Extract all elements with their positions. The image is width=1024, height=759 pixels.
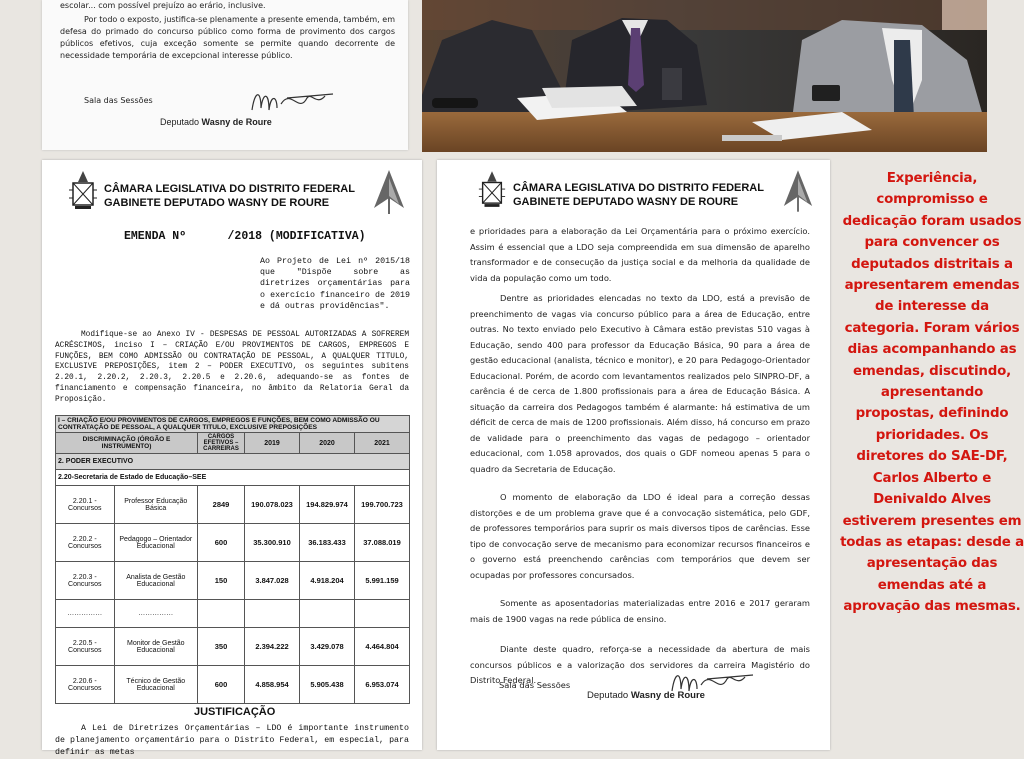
letterhead-subtitle: GABINETE DEPUTADO WASNY DE ROURE bbox=[513, 196, 739, 208]
row-category: Monitor de Gestão Educacional bbox=[114, 628, 197, 666]
document-fragment-top bbox=[42, 0, 408, 150]
table-row bbox=[56, 600, 410, 628]
row-value-2020: 36.183.433 bbox=[300, 524, 355, 562]
table-row bbox=[56, 486, 410, 524]
letterhead-subtitle: GABINETE DEPUTADO WASNY DE ROURE bbox=[104, 197, 330, 209]
row-value-2020: 3.429.078 bbox=[300, 628, 355, 666]
row-cargos bbox=[198, 600, 245, 628]
deputado-name: Wasny de Roure bbox=[201, 117, 272, 127]
table-body bbox=[56, 486, 410, 704]
letterhead-title: CÂMARA LEGISLATIVA DO DISTRITO FEDERAL bbox=[513, 182, 764, 194]
signature-icon bbox=[247, 84, 337, 120]
row-value-2020 bbox=[300, 600, 355, 628]
row-value-2021: 4.464.804 bbox=[355, 628, 410, 666]
table-row bbox=[56, 562, 410, 600]
emenda-title: EMENDA Nº /2018 (MODIFICATIVA) bbox=[124, 230, 366, 243]
paragraph-4: Somente as aposentadorias materializadas entre 2016 e 2017 geraram mais de 1900 vagas na rede pública de ensino. bbox=[470, 598, 810, 624]
row-code: 2.20.3 - Concursos bbox=[56, 562, 115, 600]
deputado-name: Wasny de Roure bbox=[630, 690, 705, 701]
row-value-2020: 194.829.974 bbox=[300, 486, 355, 524]
secretaria-row: 2.20-Secretaria de Estado de Educação–SEE bbox=[56, 470, 410, 486]
justificacao-heading: JUSTIFICAÇÃO bbox=[194, 706, 276, 718]
row-value-2019: 190.078.023 bbox=[245, 486, 300, 524]
header-2020: 2020 bbox=[300, 433, 355, 454]
row-value-2021: 5.991.159 bbox=[355, 562, 410, 600]
justificacao-document bbox=[437, 160, 830, 750]
row-value-2021: 199.700.723 bbox=[355, 486, 410, 524]
row-cargos: 350 bbox=[198, 628, 245, 666]
brasao-df-icon bbox=[67, 170, 99, 212]
row-value-2020: 5.905.438 bbox=[300, 666, 355, 704]
fragment-line: escolar... com possível prejuízo ao erário, inclusive. bbox=[60, 1, 266, 10]
deputado-prefix: Deputado bbox=[587, 690, 631, 701]
row-cargos: 600 bbox=[198, 666, 245, 704]
table-caption: I – CRIAÇÃO E/OU PROVIMENTOS DE CARGOS, EMPREGOS E FUNÇÕES, BEM COMO ADMISSÃO OU CONTRATAÇÃO DE PESSOAL, A QUALQUER TITULO, EXCLUSIVE PREPOSIÇÕES bbox=[56, 416, 410, 433]
paragraph-5: Diante deste quadro, reforça-se a necessidade da abertura de mais concursos públicos e a valorização dos servidores da carreira Magistério do Distrito Federal. bbox=[470, 644, 810, 685]
row-category: Analista de Gestão Educacional bbox=[114, 562, 197, 600]
sala-das-sessoes: Sala das Sessões bbox=[84, 96, 153, 105]
sidebar-text-column bbox=[840, 168, 1024, 618]
emenda-document bbox=[42, 160, 422, 757]
row-value-2021: 37.088.019 bbox=[355, 524, 410, 562]
paragraph-1: e prioridades para a elaboração da Lei Orçamentária para o próximo exercício. Assim é essencial que a LDO seja compreendida em sua dimensão de aparelho transformador e de consecução da justiça social e da melhoria da qualidade de vida da população como um todo. bbox=[470, 226, 810, 283]
row-code: …………… bbox=[56, 600, 115, 628]
deputado-signature-line bbox=[587, 690, 705, 701]
row-category: Pedagogo – Orientador Educacional bbox=[114, 524, 197, 562]
row-cargos: 2849 bbox=[198, 486, 245, 524]
poder-executivo-row: 2. PODER EXECUTIVO bbox=[56, 454, 410, 470]
row-code: 2.20.6 - Concursos bbox=[56, 666, 115, 704]
row-category: Professor Educação Básica bbox=[114, 486, 197, 524]
row-value-2019: 4.858.954 bbox=[245, 666, 300, 704]
deputado-signature-line bbox=[160, 117, 272, 127]
row-code: 2.20.2 - Concursos bbox=[56, 524, 115, 562]
header-2021: 2021 bbox=[355, 433, 410, 454]
row-value-2020: 4.918.204 bbox=[300, 562, 355, 600]
paragraph-3: O momento de elaboração da LDO é ideal para a correção dessas distorções e de um problema grave que é a convocação sistemática, pelo GDF, de professores temporários para suprir os mais diversos tipos de carências. Esse tipo de convocação serve de mecanismo para economizar recursos financeiros e o governo está preenchendo carências com temporários que devem ser ocupadas por professores concursados. bbox=[470, 492, 810, 580]
row-value-2021 bbox=[355, 600, 410, 628]
row-cargos: 150 bbox=[198, 562, 245, 600]
justificacao-text: A Lei de Diretrizes Orçamentárias – LDO é importante instrumento de planejamento orçamentário para o Distrito Federal, em especial, para definir as metas bbox=[55, 724, 409, 757]
brasao-df-icon bbox=[477, 170, 507, 210]
row-cargos: 600 bbox=[198, 524, 245, 562]
cldf-logo-icon bbox=[372, 168, 406, 216]
row-value-2019: 2.394.222 bbox=[245, 628, 300, 666]
table-row bbox=[56, 666, 410, 704]
cldf-logo-icon bbox=[782, 168, 814, 214]
letterhead-title: CÂMARA LEGISLATIVA DO DISTRITO FEDERAL bbox=[104, 183, 355, 195]
deputado-prefix: Deputado bbox=[160, 117, 202, 127]
table-row bbox=[56, 524, 410, 562]
row-code: 2.20.1 - Concursos bbox=[56, 486, 115, 524]
table-row bbox=[56, 628, 410, 666]
row-value-2019 bbox=[245, 600, 300, 628]
paragraph-2: Dentre as prioridades elencadas no texto da LDO, está a previsão de preenchimento de vagas via concurso público para a área de Educação, entre outras. No texto enviado pelo Executivo à Câmara estão previstas 510 vagas à Educação, sendo 400 para professor da Educação Básica, 90 para a área de gestão educacional (analista, técnico e monitor), e 20 para Pedagogo-Orientador Educacional. Porém, de acordo com levantamentos realizados pelo SINPRO-DF, a carência é de cerca de 1.800 profissionais para a área de Educação Básica. A situação da carreira dos Pedagogos também é alarmante: há estimativa de um déficit de cerca de mais de 1200 profissionais. Além disso, há concurso em prazo de validade para o preenchimento das vagas de pedagogo – orientador educacional, com 1.058 aprovados, dos quais o GDF nomeou apenas 5 para o quadro da Secretaria de Educação. bbox=[470, 293, 810, 474]
header-2019: 2019 bbox=[245, 433, 300, 454]
row-code: 2.20.5 - Concursos bbox=[56, 628, 115, 666]
modifique-paragraph: Modifique-se ao Anexo IV - DESPESAS DE PESSOAL AUTORIZADAS A SOFREREM ACRÉSCIMOS, inciso I – CRIAÇÃO E/OU PROVIMENTOS DE CARGOS, EMPREGOS E FUNÇÕES, BEM COMO ADMISSÃO OU CONTRATAÇÃO DE PESSOAL, A QUALQUER TITULO, EXCLUSIVE PREPOSIÇÕES, item 2 – PODER EXECUTIVO, os seguintes subitens 2.20.1, 2.20.2, 2.20.3, 2.20.5 e 2.20.6, adequando-se as fontes de financiamento e compensação financeira, no âmbito da Relatoria Geral da Proposição. bbox=[55, 331, 409, 404]
row-value-2019: 3.847.028 bbox=[245, 562, 300, 600]
row-value-2019: 35.300.910 bbox=[245, 524, 300, 562]
header-cargos: CARGOS EFETIVOS – CARREIRAS bbox=[198, 433, 245, 454]
fragment-paragraph: Por todo o exposto, justifica-se plenamente a presente emenda, também, em defesa do primado do concurso público como forma de provimento dos cargos públicos efetivos, cuja exceção somente se permite quando decorrente de necessidade temporária de excepcional interesse público. bbox=[60, 15, 395, 60]
row-category: Técnico de Gestão Educacional bbox=[114, 666, 197, 704]
header-discriminacao: DISCRIMINAÇÃO (ÓRGÃO E INSTRUMENTO) bbox=[56, 433, 198, 454]
anexo-iv-table bbox=[55, 415, 410, 704]
row-category: …………… bbox=[114, 600, 197, 628]
sidebar-text: Experiência, compromisso e dedicação foram usados para convencer os deputados distritais a apresentarem emendas de interesse da categoria. Foram vários dias acompanhando as emendas, discutindo, apresentando propostas, definindo prioridades. Os diretores do SAE-DF, Carlos Alberto e Denivaldo Alves estiverem presentes em todas as etapas: desde a apresentação das emendas até a aprovação das mesmas. bbox=[840, 171, 1024, 615]
row-value-2021: 6.953.074 bbox=[355, 666, 410, 704]
meeting-photo bbox=[422, 0, 987, 152]
ao-projeto-text: Ao Projeto de Lei nº 2015/18 que "Dispõe sobre as diretrizes orçamentárias para o exercício financeiro de 2019 e dá outras providências". bbox=[260, 257, 410, 311]
sala-das-sessoes: Sala das Sessões bbox=[499, 680, 571, 690]
